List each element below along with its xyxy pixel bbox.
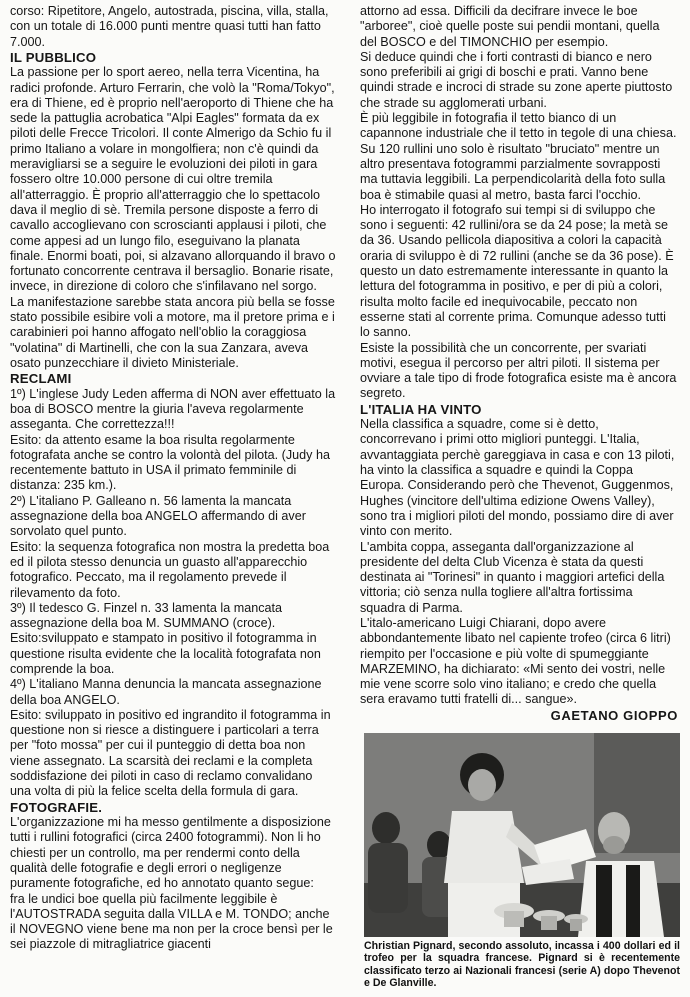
photo-caption: Christian Pignard, secondo assoluto, incassa i 400 dollari ed il trofeo per la squadra francese. Pignard si è recentemente classificato terzo ai Nazionali francesi (serie A) dopo Thevenot e De Glanville. bbox=[364, 940, 680, 990]
paragraph: Esito: la sequenza fotografica non mostra la predetta boa ed il pilota stesso denuncia un guasto all'apparecchio fotografico. Peccato, ma il regolamento prevede il rilevamento da foto. bbox=[10, 539, 330, 600]
section-heading-pubblico: IL PUBBLICO bbox=[10, 49, 97, 65]
paragraph: La passione per lo sport aereo, nella terra Vicentina, ha radici profonde. Arturo Ferrarin, che volò la "Roma/Tokyo", era di Thiene, ed è proprio nell'aeroporto di Thiene che ha sede la pattuglia acrobatica "Alpi Eagles" formata da ex piloti delle Frecce Tricolori. Il conte Almerigo da Schio fu il primo Italiano a volare in mongolfiera; non c'è quindi da meravigliarsi se a seguire le evoluzioni dei piloti in gara fossero oltre 10.000 persone di cui oltre tremila all'atterraggio. È proprio all'atterraggio che lo spettacolo dava il meglio di sè. Tremila persone disposte a ferro di cavallo accoglievano con scroscianti applausi i piloti, che come appesi ad un lungo filo, eseguivano la planata finale. Enormi boati, poi, si alzavano allorquando il bravo o fortunato concorrente centrava il bersaglio. Bonarie risate, invece, in direzione di coloro che s'infilavano nel sorgo. bbox=[10, 65, 336, 294]
paragraph: corso: Ripetitore, Angelo, autostrada, piscina, villa, stalla, con un totale di 16.000 punti mentre quasi tutti han fatto 7.000. bbox=[10, 4, 329, 49]
section-heading-italia: L'ITALIA HA VINTO bbox=[360, 401, 482, 417]
paragraph: 2º) L'italiano P. Galleano n. 56 lamenta la mancata assegnazione della boa ANGELO affermando di aver sorvolato quel punto. bbox=[10, 493, 306, 539]
paragraph: Nella classifica a squadre, come si è detto, concorrevano i primi otto migliori punteggi. L'Italia, avvantaggiata perchè gareggiava in casa e con 13 piloti, ha vinto la classifica a squadre e quindi la Coppa Europa. Considerando però che Thevenot, Guggenmos, Hughes (vincitore dell'ultima edizione Owens Valley), sono tra i migliori piloti del mondo, possiamo dire di aver vinto con merito. bbox=[360, 417, 675, 539]
paragraph: È più leggibile in fotografia il tetto bianco di un capannone industriale che il tetto in tegole di una chiesa. Su 120 rullini uno solo è risultato "bruciato" mentre un altro presentava fotogrammi parzialmente sovrapposti ma tuttavia leggibili. La perpendicolarità della foto sulla boa è stimabile quasi al metro, basta farci l'occhio. bbox=[360, 111, 677, 202]
paragraph: 4º) L'italiano Manna denuncia la mancata assegnazione della boa ANGELO. bbox=[10, 677, 322, 707]
paragraph: Ho interrogato il fotografo sui tempi si di sviluppo che sono i seguenti: 42 rullini/ora se da 24 pose; la metà se da 36. Usando pellicola diapositiva a colori la capacità oraria di sviluppo è di 72 rullini (anche se da 36 pose). È questo un dato estremamente interessante in quanto la lettura del fotogramma in positivo, e per di più a colori, risulta molto facile ed inequivocabile, peccato non esserne stati al corrente prima. Comunque adesso tutti lo sanno. bbox=[360, 202, 674, 340]
award-photo bbox=[364, 733, 680, 937]
paragraph: attorno ad essa. Difficili da decifrare invece le boe "arboree", cioè quelle poste sui pendii montani, quella del BOSCO e del TIMONCHIO per esempio. bbox=[360, 4, 660, 49]
paragraph: Si deduce quindi che i forti contrasti di bianco e nero sono preferibili ai grigi di boschi e prati. Vanno bene quindi strade e incroci di strade su zone aperte piuttosto che strade su agglomerati urbani. bbox=[360, 49, 673, 110]
paragraph: La manifestazione sarebbe stata ancora più bella se fosse stato possibile esibire voli a motore, ma il pretore prima e i carabinieri poi hanno affogato nell'oblio la coraggiosa "volatina" di Martinelli, che con la sua Zanzara, aveva osato punzecchiare il divieto Ministeriale. bbox=[10, 294, 335, 370]
paragraph: L'organizzazione mi ha messo gentilmente a disposizione tutti i rullini fotografici (circa 2400 fotogrammi). Non li ho chiesti per un controllo, ma per rendermi conto della qualità delle fotografie e degli errori o negligenze puramente fotografiche, ed ho annotato quanto segue: bbox=[10, 815, 331, 891]
section-heading-reclami: RECLAMI bbox=[10, 371, 72, 387]
paragraph: Esiste la possibilità che un concorrente, per svariati motivi, esegua il percorso per altri piloti. Il sistema per ovviare a tale tipo di frode fotografica esiste ma è ancora segreto. bbox=[360, 340, 677, 401]
paragraph: L'ambita coppa, asseganta dall'organizzazione al presidente del delta Club Vicenza è stata da questi destinata ai "Torinesi" in quanto i maggiori artefici della vittoria; ciò senza nulla togliere all'altra fortissima squadra di Parma. bbox=[360, 539, 665, 615]
paragraph: Esito:sviluppato e stampato in positivo il fotogramma in questione risulta evidente che la località fotografata non comprende la boa. bbox=[10, 631, 321, 676]
paragraph: 3º) Il tedesco G. Finzel n. 33 lamenta la mancata assegnazione della boa M. SUMMANO (croce). bbox=[10, 600, 283, 631]
paragraph: Esito: sviluppato in positivo ed ingrandito il fotogramma in questione non si riesce a distinguere i particolari a terra per "foto mossa" per cui il punteggio di detta boa non viene assegnato. La scarsità dei reclami e la completa soddisfazione dei piloti in caso di reclamo convalidano una volta di più la felice scelta della formula di gara. bbox=[10, 707, 331, 799]
paragraph: 1º) L'inglese Judy Leden afferma di NON aver effettuato la boa di BOSCO mentre la giuria l'aveva regolarmente asseganta. Che correttezza!!! bbox=[10, 386, 336, 432]
section-heading-fotografie: FOTOGRAFIE. bbox=[10, 799, 103, 815]
left-column bbox=[10, 4, 336, 953]
paragraph: Esito: da attento esame la boa risulta regolarmente fotografata anche se contro la volontà del pilota. (Judy ha recentemente battuto in USA il primato femminile di distanza: 235 km.). bbox=[10, 432, 330, 493]
right-column bbox=[360, 4, 678, 723]
award-photo-illustration bbox=[364, 733, 680, 937]
paragraph: L'italo-americano Luigi Chiarani, dopo avere abbondantemente libato nel capiente trofeo (circa 6 litri) riempito per l'occasione e più volte di spumeggiante MARZEMINO, ha dichiarato: «Mi sento dei vostri, nelle mie vene scorre solo vino italiano; e credo che quella sera eravamo tutti fratelli di... sangue». bbox=[360, 615, 671, 707]
author-signature: GAETANO GIOPPO bbox=[550, 707, 678, 723]
paragraph: fra le undici boe quella più facilmente leggibile è l'AUTOSTRADA seguita dalla VILLA e M. TONDO; anche il NOVEGNO viene bene ma non per la croce bensì per le sei piazzole di mitragliatrice giacenti bbox=[10, 891, 333, 952]
